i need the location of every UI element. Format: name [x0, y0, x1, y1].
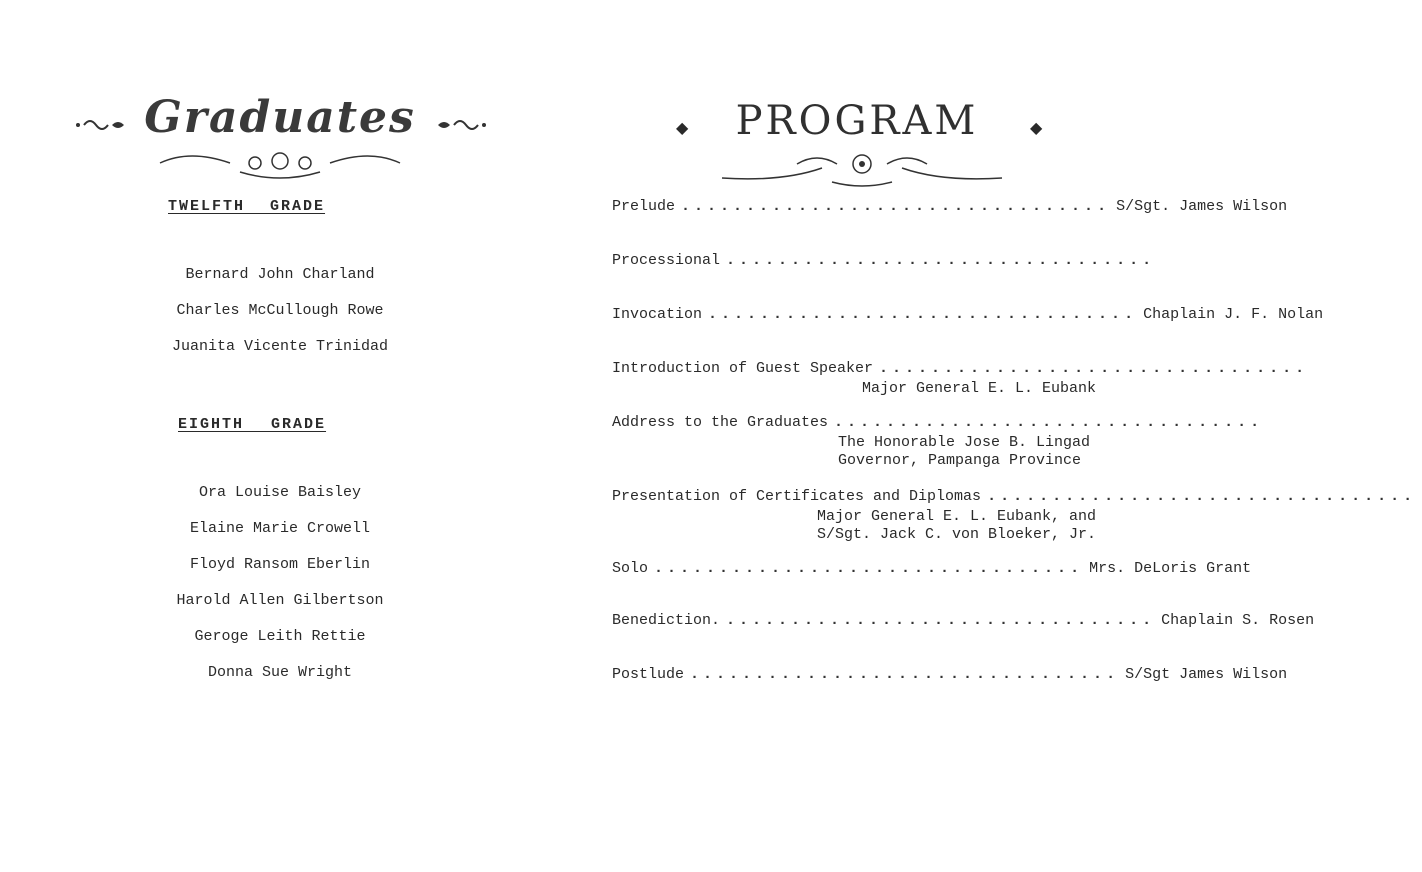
- program-item: [612, 488, 1417, 544]
- program-item-person: S/Sgt James Wilson: [1125, 666, 1288, 683]
- leader-dots: .................................: [708, 306, 1138, 323]
- graduate-name: Donna Sue Wright: [207, 664, 353, 681]
- leader-dots: .................................: [879, 360, 1309, 377]
- graduates-title: Graduates: [144, 92, 416, 143]
- program-item: [612, 414, 1264, 470]
- graduate-name: Juanita Vicente Trinidad: [171, 338, 389, 355]
- diamond-bullet-icon: ◆: [1030, 118, 1043, 137]
- graduate-name: Charles McCullough Rowe: [176, 302, 384, 319]
- leader-dots: .................................: [681, 198, 1111, 215]
- graduate-name: Ora Louise Baisley: [198, 484, 362, 501]
- graduates-section: [60, 80, 500, 681]
- program-item-label: Postlude: [612, 666, 685, 683]
- program-item-label: Benediction.: [612, 612, 721, 629]
- graduate-name: Geroge Leith Rettie: [194, 628, 366, 645]
- program-item-person: S/Sgt. James Wilson: [1116, 198, 1288, 215]
- twelfth-grade-heading: TWELFTH GRADE: [168, 198, 326, 215]
- program-item-person: Major General E. L. Eubank, and: [816, 508, 1096, 525]
- program-item-label: Presentation of Certificates and Diplomas: [612, 488, 982, 505]
- graduate-name: Elaine Marie Crowell: [189, 520, 371, 537]
- program-item-label: Solo: [612, 560, 649, 577]
- program-item: [612, 360, 1309, 398]
- program-title: PROGRAM: [735, 98, 979, 144]
- program-item-label: Prelude: [612, 198, 676, 215]
- program-item-person: Chaplain J. F. Nolan: [1143, 306, 1324, 323]
- flourish-left-icon: [72, 115, 132, 135]
- diamond-bullet-icon: ◆: [676, 118, 689, 137]
- leader-dots: .................................: [834, 414, 1264, 431]
- program-header: [612, 92, 1096, 192]
- graduates-header: [60, 80, 500, 158]
- program-item: [612, 306, 1324, 326]
- program-item: [612, 612, 1315, 632]
- program-item-person: Major General E. L. Eubank: [861, 380, 1096, 397]
- leader-dots: .................................: [726, 612, 1156, 629]
- program-section: [612, 92, 1417, 683]
- program-item-person: Mrs. DeLoris Grant: [1089, 560, 1252, 577]
- graduate-name: Bernard John Charland: [185, 266, 375, 283]
- program-item: [612, 560, 1252, 580]
- graduate-name: Harold Allen Gilbertson: [176, 592, 384, 609]
- program-item: [612, 666, 1288, 686]
- flourish-right-icon: [430, 115, 490, 135]
- program-item-label: Introduction of Guest Speaker: [612, 360, 874, 377]
- program-item-label: Processional: [612, 252, 721, 269]
- floral-ornament-icon: [712, 144, 1012, 188]
- leader-dots: .................................: [726, 252, 1156, 269]
- program-item: [612, 198, 1288, 218]
- floral-ornament-icon: [155, 148, 405, 178]
- eighth-grade-heading: EIGHTH GRADE: [178, 416, 327, 433]
- program-item-label: Address to the Graduates: [612, 414, 829, 431]
- program-item-person: Chaplain S. Rosen: [1161, 612, 1315, 629]
- program-item: [612, 252, 1156, 272]
- program-item-person: The Honorable Jose B. Lingad: [838, 434, 1091, 451]
- program-item-label: Invocation: [612, 306, 703, 323]
- leader-dots: .................................: [690, 666, 1120, 683]
- graduate-name: Floyd Ransom Eberlin: [189, 556, 371, 573]
- program-item-person: Governor, Pampanga Province: [838, 452, 1082, 469]
- leader-dots: .................................: [987, 488, 1417, 505]
- program-item-person: S/Sgt. Jack C. von Bloeker, Jr.: [816, 526, 1096, 543]
- leader-dots: .................................: [654, 560, 1084, 577]
